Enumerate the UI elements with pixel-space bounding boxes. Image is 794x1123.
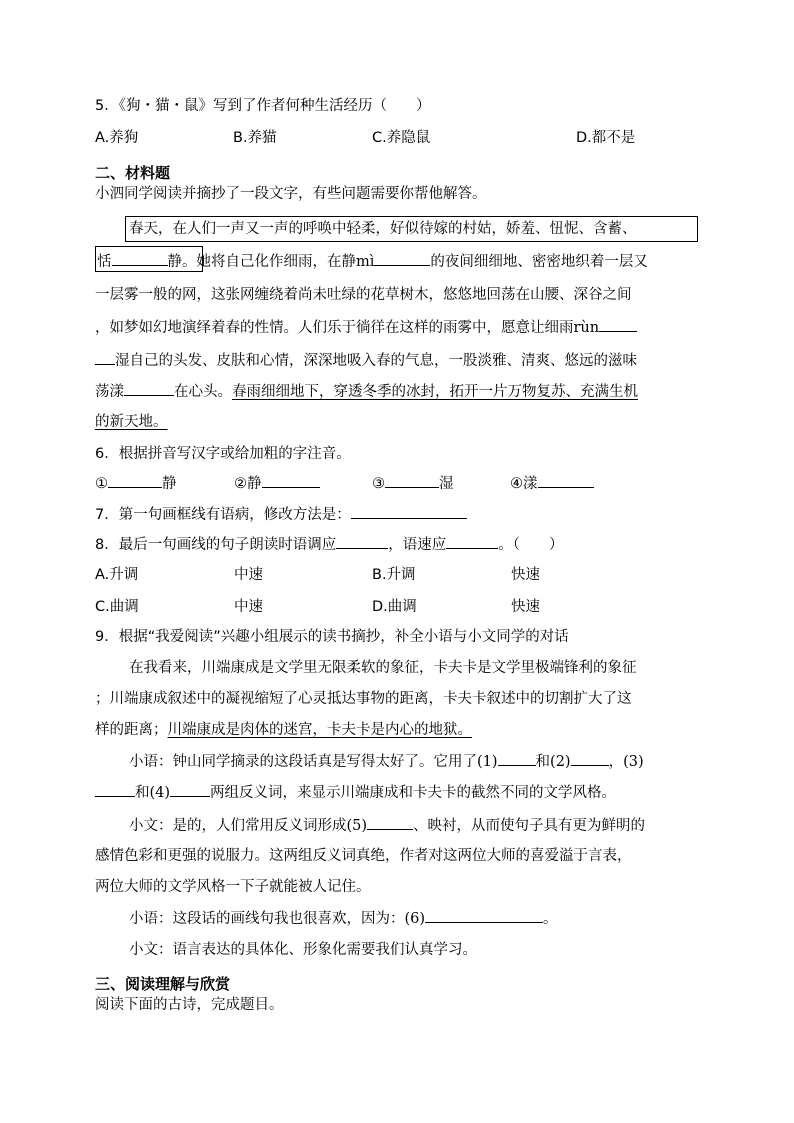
q9-dialog-6 bbox=[129, 908, 558, 929]
q8-line bbox=[95, 534, 563, 555]
q7-stem: 7．第一句画框线有语病，修改方法是： bbox=[95, 507, 351, 523]
q6-item-1-label: ① bbox=[95, 476, 108, 492]
q9-blank-5[interactable] bbox=[367, 815, 413, 830]
q5-option-b: B.养猫 bbox=[233, 130, 277, 146]
q9-dialog-text: 小语：这段话的画线句我也很喜欢，因为：(6) bbox=[129, 911, 426, 927]
blank-tian-jing[interactable] bbox=[112, 251, 168, 266]
q9-dialog-text: 小语：钟山同学摘录的这段话真是写得太好了。它用了(1) bbox=[129, 754, 498, 770]
q6-item-1-char: 静 bbox=[162, 476, 177, 492]
q6-item-4 bbox=[510, 473, 594, 494]
passage-text: 荡漾 bbox=[95, 384, 124, 400]
q6-blank-3[interactable] bbox=[385, 473, 439, 488]
q9-dialog-2 bbox=[95, 782, 616, 803]
q6-blank-4[interactable] bbox=[538, 473, 594, 488]
q9-dialog-text: 和(2) bbox=[535, 754, 571, 770]
q6-item-4-label: ④漾 bbox=[510, 476, 538, 492]
q9-dialog-text: ，(3) bbox=[608, 754, 644, 770]
q9-dialog-7: 小文：语言表达的具体化、形象化需要我们认真学习。 bbox=[129, 942, 477, 958]
passage-line-1: 春天，在人们一声又一声的呼唤中轻柔，好似待嫁的村姑，娇羞、忸怩、含蓄、 bbox=[129, 221, 637, 237]
q6-item-3-label: ③ bbox=[372, 476, 385, 492]
q8-option-b-speed: 快速 bbox=[511, 567, 540, 583]
q9-passage-1: 在我看来，川端康成是文学里无限柔软的象征，卡夫卡是文学里极端锋利的象征 bbox=[129, 660, 637, 676]
passage-text: 恬 bbox=[97, 254, 112, 270]
passage-line-7: 的新天地。 bbox=[95, 414, 168, 430]
q7-line bbox=[95, 504, 467, 525]
q6-item-3-char: 湿 bbox=[439, 476, 454, 492]
q8-stem-b: ，语速应 bbox=[388, 537, 447, 553]
passage-line-4 bbox=[95, 317, 637, 338]
blank-run-cont[interactable] bbox=[95, 350, 115, 365]
q8-blank-speed[interactable] bbox=[446, 534, 498, 549]
underlined-sentence: 春雨细细地下，穿透冬季的冰封，拓开一片万物复苏、充满生机 bbox=[232, 384, 638, 400]
q9-passage-2: ；川端康成叙述中的凝视缩短了心灵抵达事物的距离，卡夫卡叙述中的切割扩大了这 bbox=[95, 691, 632, 707]
passage-text: 在心头。 bbox=[174, 384, 232, 400]
q5-option-d: D.都不是 bbox=[576, 130, 636, 146]
q8-stem-c: 。（ ） bbox=[498, 537, 564, 553]
section3-intro: 阅读下面的古诗，完成题目。 bbox=[95, 997, 284, 1013]
section3-heading: 三、阅读理解与欣赏 bbox=[95, 975, 231, 993]
q9-dialog-text: 两组反义词，来显示川端康成和卡夫卡的截然不同的文学风格。 bbox=[210, 785, 617, 801]
passage-line-3: 一层雾一般的网，这张网缠绕着尚未吐绿的花草树木，悠悠地回荡在山腰、深谷之间 bbox=[95, 287, 632, 303]
q9-dialog-4: 感情色彩和更强的说服力。这两组反义词真绝，作者对这两位大师的喜爱溢于言表， bbox=[95, 848, 632, 864]
blank-mi[interactable] bbox=[374, 251, 430, 266]
q8-stem-a: 8．最后一句画线的句子朗读时语调应 bbox=[95, 537, 337, 553]
q5-option-a: A.养狗 bbox=[95, 130, 139, 146]
q6-blank-2[interactable] bbox=[262, 473, 320, 488]
passage-line-6 bbox=[95, 381, 638, 402]
passage-line-5 bbox=[95, 350, 637, 371]
q8-option-c-tone: C.曲调 bbox=[95, 599, 139, 615]
q6-blank-1[interactable] bbox=[108, 473, 162, 488]
q5-option-c: C.养隐鼠 bbox=[372, 130, 431, 146]
q9-passage-text: 样的距离； bbox=[95, 722, 168, 738]
q9-dialog-5: 两位大师的文学风格一下子就能被人记住。 bbox=[95, 879, 371, 895]
q9-dialog-text: 小文：是的，人们常用反义词形成(5) bbox=[129, 818, 368, 834]
q9-blank-1[interactable] bbox=[498, 751, 536, 766]
q9-dialog-1 bbox=[129, 751, 644, 772]
q8-option-d-speed: 快速 bbox=[511, 599, 540, 615]
section2-intro: 小泗同学阅读并摘抄了一段文字，有些问题需要你帮他解答。 bbox=[95, 186, 487, 202]
q9-dialog-text: 。 bbox=[543, 911, 558, 927]
q9-underlined-sentence: 川端康成是肉体的迷宫，卡夫卡是内心的地狱。 bbox=[167, 722, 472, 738]
passage-text: 湿自己的头发、皮肤和心情，深深地吸入春的气息，一股淡雅、清爽、悠远的滋味 bbox=[115, 353, 637, 369]
q7-answer-blank[interactable] bbox=[351, 504, 467, 519]
q8-option-c-speed: 中速 bbox=[234, 599, 263, 615]
q6-items bbox=[95, 473, 177, 494]
q6-item-2-label: ②静 bbox=[234, 476, 262, 492]
passage-text: 她将自己化作细雨，在静mì bbox=[196, 254, 375, 270]
passage-text: 的夜间细细地、密密地织着一层又 bbox=[430, 254, 648, 270]
q9-stem: 9．根据“我爱阅读”兴趣小组展示的读书摘抄，补全小语与小文同学的对话 bbox=[95, 629, 569, 645]
q6-item-2 bbox=[234, 473, 320, 494]
passage-text: ，如梦如幻地演绎着春的性情。人们乐于徜徉在这样的雨雾中，愿意让细雨rùn bbox=[95, 320, 600, 336]
q9-blank-6[interactable] bbox=[425, 908, 543, 923]
q9-dialog-text: 和(4) bbox=[135, 785, 171, 801]
passage-line-2 bbox=[97, 251, 648, 272]
q9-passage-3 bbox=[95, 720, 472, 740]
q9-blank-4[interactable] bbox=[170, 782, 210, 797]
q6-item-3 bbox=[372, 473, 454, 494]
q9-blank-2[interactable] bbox=[571, 751, 609, 766]
q5-stem: 5．《狗・猫・鼠》写到了作者何种生活经历（ ） bbox=[95, 98, 431, 114]
q8-blank-tone[interactable] bbox=[336, 534, 388, 549]
q9-blank-3[interactable] bbox=[95, 782, 135, 797]
section2-heading: 二、材料题 bbox=[95, 164, 171, 182]
q6-stem: 6．根据拼音写汉字或给加粗的字注音。 bbox=[95, 446, 351, 462]
blank-yang[interactable] bbox=[124, 381, 174, 396]
q8-option-a-speed: 中速 bbox=[234, 567, 263, 583]
q9-dialog-text: 、映衬，从而使句子具有更为鲜明的 bbox=[413, 818, 646, 834]
blank-run[interactable] bbox=[599, 317, 637, 332]
passage-text: 静。 bbox=[167, 254, 197, 270]
q8-option-d-tone: D.曲调 bbox=[372, 599, 417, 615]
q9-dialog-3 bbox=[129, 815, 645, 836]
q8-option-b-tone: B.升调 bbox=[372, 567, 416, 583]
q8-option-a-tone: A.升调 bbox=[95, 567, 139, 583]
